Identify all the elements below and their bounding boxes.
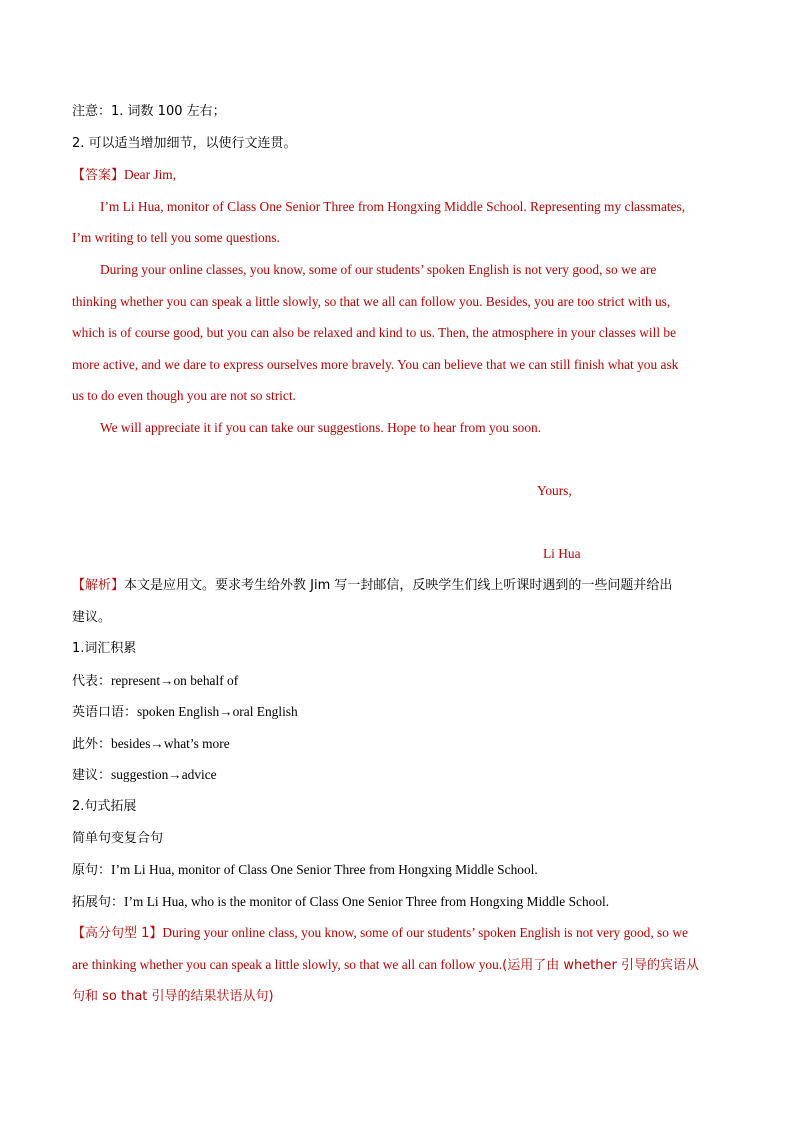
letter-p1-line-1: I’m Li Hua, monitor of Class One Senior Three from Hongxing Middle School. Representing my classmates, [100,198,686,214]
document-page [72,96,722,1012]
extended-sentence [72,886,722,918]
spacer [72,507,722,539]
highlight-line-2 [72,949,722,981]
extended-text: I’m Li Hua, who is the monitor of Class One Senior Three from Hongxing Middle School. [124,893,610,909]
original-text: I’m Li Hua, monitor of Class One Senior Three from Hongxing Middle School. [111,862,538,878]
sentence-subtitle: 简单句变复合句 [72,830,164,846]
note-line-2: 2. 可以适当增加细节，以使行文连贯。 [72,135,297,151]
vocab-en: besides→what’s more [111,735,230,751]
vocab-title: 1.词汇积累 [72,641,137,657]
vocab-en: represent→on behalf of [111,672,239,688]
analysis-tag: 【解析】 [72,577,125,593]
vocab-cn: 此外： [72,736,112,752]
highlight-line-1 [72,917,722,949]
spacer [72,444,722,476]
answer-tag: 【答案】 [72,168,125,184]
vocab-cn: 英语口语： [72,705,138,721]
vocab-cn: 建议： [72,768,112,784]
letter-p1-line-2: I’m writing to tell you some questions. [72,230,280,246]
answer-salutation-line [72,159,722,191]
letter-closing: Yours, [537,483,572,499]
letter-p3-line-1: We will appreciate it if you can take our suggestions. Hope to hear from you soon. [100,419,542,435]
letter-p2-line-2: thinking whether you can speak a little slowly, so that we all can follow you. Besides, you are too strict with us, [72,293,671,309]
sentence-title: 2.句式拓展 [72,799,137,815]
letter-p2-line-4: more active, and we dare to express ourselves more bravely. You can believe that we can still finish what you ask [72,356,679,372]
vocab-en: spoken English→oral English [137,704,298,720]
analysis-line-2: 建议。 [72,609,112,625]
vocab-item [72,759,722,791]
highlight-note: (运用了由 whether 引导的宾语从 [502,958,700,974]
vocab-cn: 代表： [72,673,112,689]
highlight-tag: 【高分句型 1】 [72,926,163,942]
analysis-line-1 [72,570,722,602]
letter-p2-line-3: which is of course good, but you can also be relaxed and kind to us. Then, the atmosphere in your classes will be [72,325,677,341]
highlight-text: are thinking whether you can speak a little slowly, so that we all can follow you. [72,957,503,973]
letter-p2-line-1: During your online classes, you know, some of our students’ spoken English is not very good, so we are [100,261,657,277]
highlight-line-3: 句和 so that 引导的结果状语从句) [72,988,274,1004]
highlight-text: During your online class, you know, some of our students’ spoken English is not very good, so we [162,925,688,941]
analysis-text: 本文是应用文。要求考生给外教 Jim 写一封邮信，反映学生们线上听课时遇到的一些问题并给出 [124,577,673,593]
original-label: 原句： [72,863,112,879]
vocab-en: suggestion→advice [111,767,217,783]
vocab-item [72,665,722,697]
original-sentence [72,854,722,886]
letter-signature: Li Hua [543,546,581,562]
vocab-item [72,728,722,760]
note-line-1: 注意：1. 词数 100 左右； [72,104,226,119]
salutation: Dear Jim, [124,167,177,183]
extended-label: 拓展句： [72,894,125,910]
vocab-item [72,696,722,728]
letter-p2-line-5: us to do even though you are not so strict. [72,388,296,404]
